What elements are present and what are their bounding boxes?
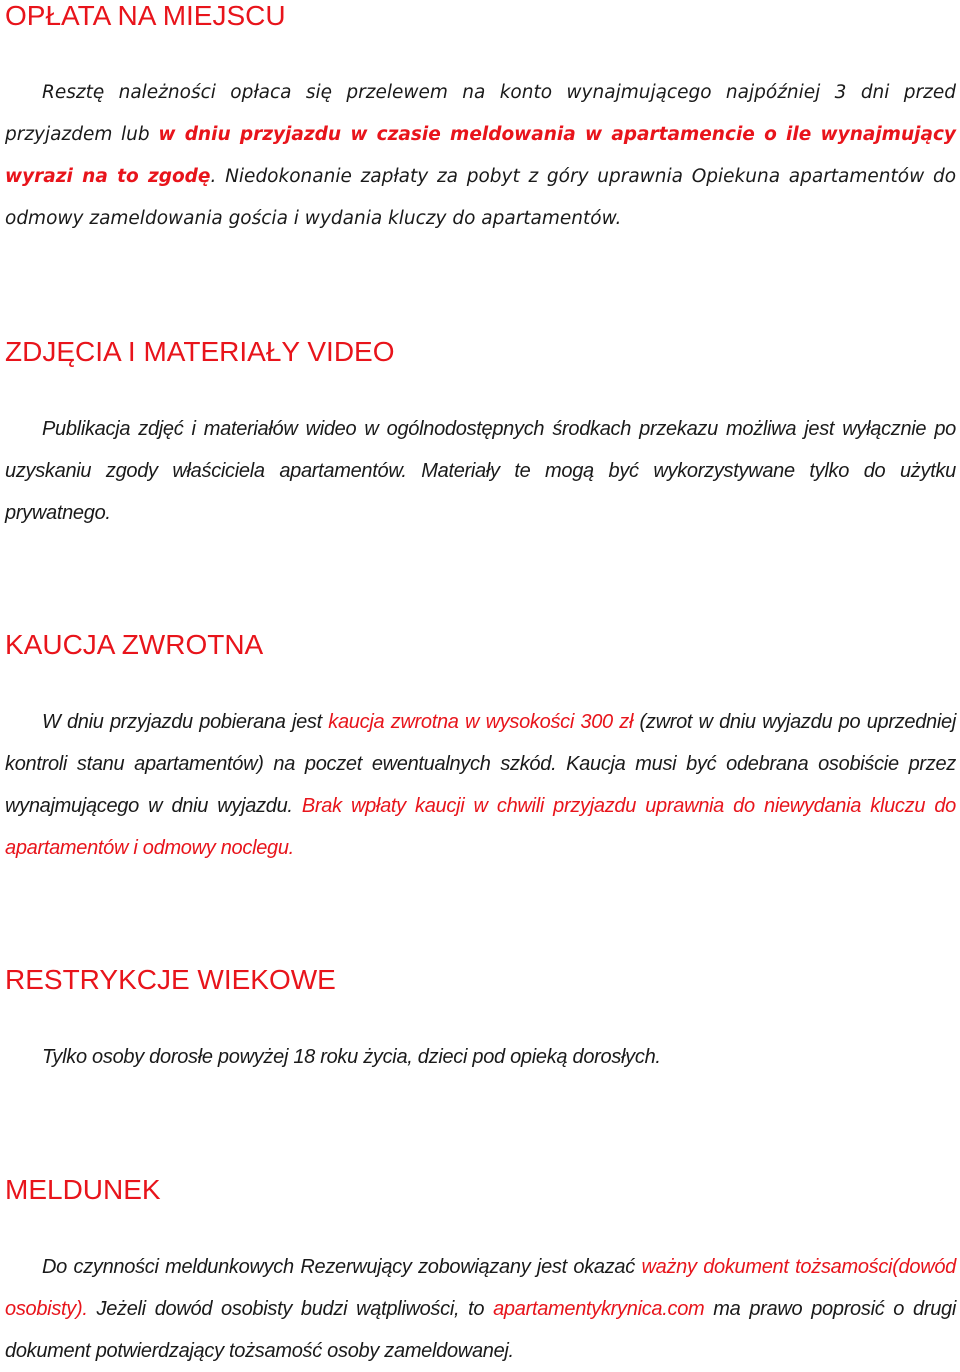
kaucja-warning-highlight: Brak wpłaty kaucji w chwili przyjazdu uprawnia do niewydania kluczu do apartamentów i odmowy noclegu. <box>5 795 956 859</box>
section-text-kaucja <box>5 701 956 869</box>
section-title-zdjecia: ZDJĘCIA I MATERIAŁY VIDEO <box>5 336 395 367</box>
kaucja-text-part2: (zwrot w dniu wyjazdu po uprzedniej kontroli stanu apartamentów) na poczet ewentualnych szkód. Kaucja musi być odebrana osobiście przez wynajmującego w dniu wyjazdu. <box>5 711 956 817</box>
kaucja-text-part1: W dniu przyjazdu pobierana jest <box>42 711 329 733</box>
oplata-text-part2: . Niedokonanie zapłaty za pobyt z góry uprawnia Opiekuna apartamentów do odmowy zameldowania gościa i wydania kluczy do apartamentów. <box>5 166 957 229</box>
section-text-oplata <box>5 72 956 240</box>
section-text-restrykcje: Tylko osoby dorosłe powyżej 18 roku życia, dzieci pod opieką dorosłych. <box>42 1046 661 1068</box>
kaucja-amount-highlight: kaucja zwrotna w wysokości 300 zł <box>328 711 634 733</box>
section-title-kaucja: KAUCJA ZWROTNA <box>5 629 264 660</box>
meldunek-text-part2: Jeżeli dowód osobisty budzi wątpliwości, to <box>87 1298 494 1320</box>
section-text-meldunek <box>5 1246 956 1372</box>
oplata-text-part1: Resztę należności opłaca się przelewem na konto wynajmującego najpóźniej 3 dni przed przyjazdem lub <box>5 82 956 145</box>
meldunek-domain-highlight: apartamentykrynica.com <box>493 1298 705 1320</box>
meldunek-document-highlight: ważny dokument tożsamości(dowód osobisty). <box>5 1256 956 1320</box>
section-title-meldunek: MELDUNEK <box>5 1174 161 1205</box>
meldunek-text-part1: Do czynności meldunkowych Rezerwujący zobowiązany jest okazać <box>42 1256 642 1278</box>
meldunek-text-part3: ma prawo poprosić o drugi dokument potwierdzający tożsamość osoby zameldowanej. <box>5 1298 957 1362</box>
section-title-oplata: OPŁATA NA MIEJSCU <box>5 0 286 31</box>
section-text-zdjecia: Publikacja zdjęć i materiałów wideo w ogólnodostępnych środkach przekazu możliwa jest wyłącznie po uzyskaniu zgody właściciela apartamentów. Materiały te mogą być wykorzystywane tylko do użytku prywatnego. <box>5 418 956 524</box>
oplata-text-highlight: w dniu przyjazdu w czasie meldowania w apartamencie o ile wynajmujący wyrazi na to zgodę <box>5 124 956 187</box>
section-title-restrykcje: RESTRYKCJE WIEKOWE <box>5 964 336 995</box>
